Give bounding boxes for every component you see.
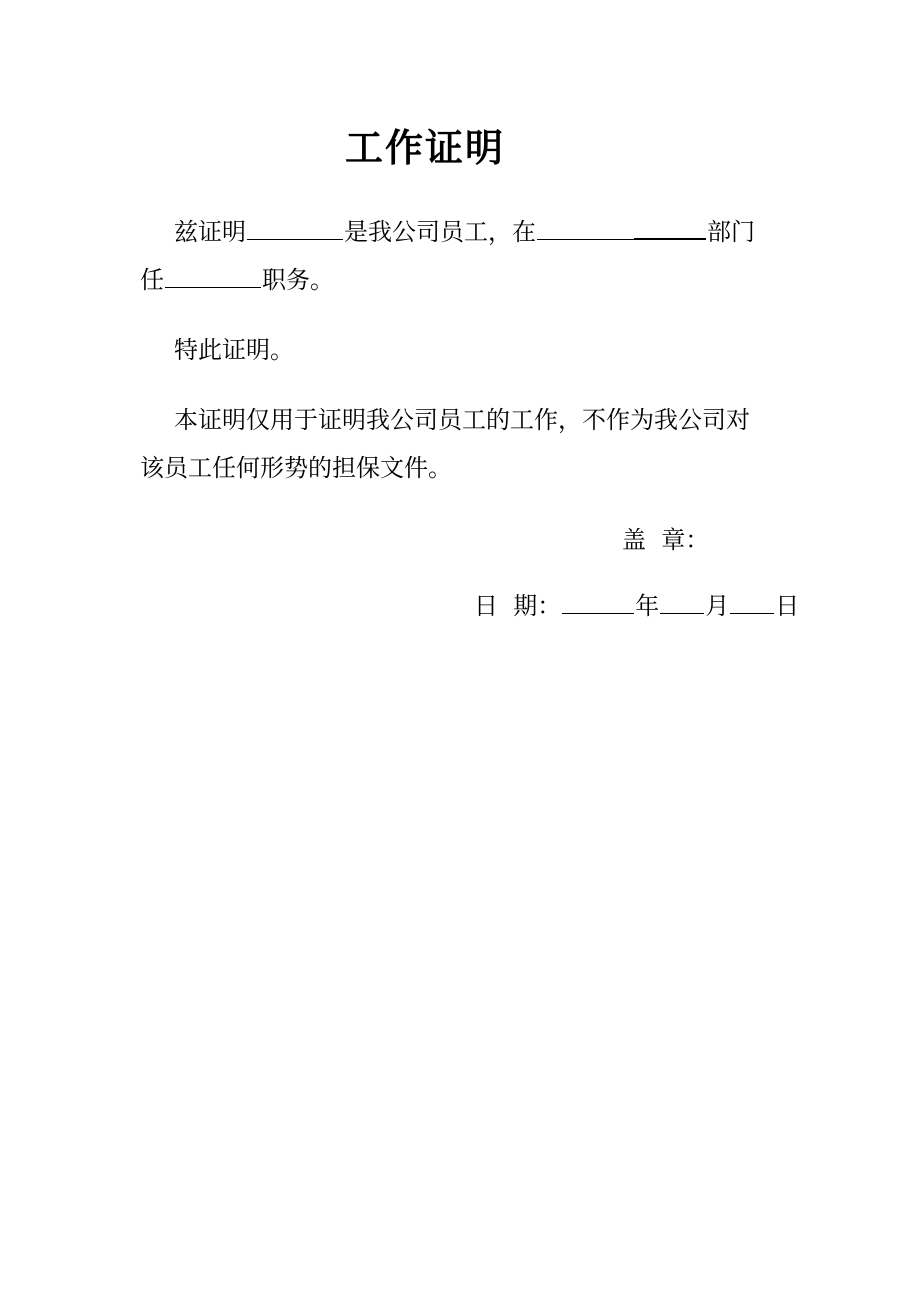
text-segment: 兹证明	[174, 218, 246, 246]
day-blank[interactable]	[730, 583, 774, 614]
date-line	[474, 582, 799, 630]
document-title: 工作证明	[344, 125, 505, 170]
text-segment: 职务。	[262, 266, 334, 294]
seal-label	[622, 516, 709, 564]
seal-text: 盖 章：	[622, 526, 710, 554]
employee-name-blank[interactable]	[247, 209, 343, 240]
year-label: 年	[635, 592, 660, 620]
disclaimer-line-2: 该员工任何形势的担保文件。	[140, 454, 452, 482]
day-label: 日	[775, 592, 800, 620]
hereby-certify-text: 特此证明。	[174, 336, 294, 364]
text-segment: 任	[140, 266, 164, 294]
text-segment: 部门	[707, 218, 755, 246]
text-segment: 是我公司员工，在	[344, 218, 536, 246]
month-label: 月	[705, 592, 730, 620]
disclaimer-line-1: 本证明仅用于证明我公司员工的工作，不作为我公司对	[174, 406, 750, 434]
certificate-body-paragraph	[140, 208, 780, 304]
disclaimer-paragraph	[140, 396, 780, 492]
month-blank[interactable]	[660, 583, 704, 614]
body-line-2	[140, 256, 780, 304]
department-blank-extension[interactable]	[634, 208, 706, 240]
body-line-1	[140, 208, 780, 256]
date-label: 日 期：	[474, 592, 562, 620]
hereby-certify-paragraph	[140, 326, 780, 374]
year-blank[interactable]	[562, 583, 634, 614]
position-blank[interactable]	[165, 257, 261, 288]
department-blank[interactable]	[537, 209, 635, 240]
